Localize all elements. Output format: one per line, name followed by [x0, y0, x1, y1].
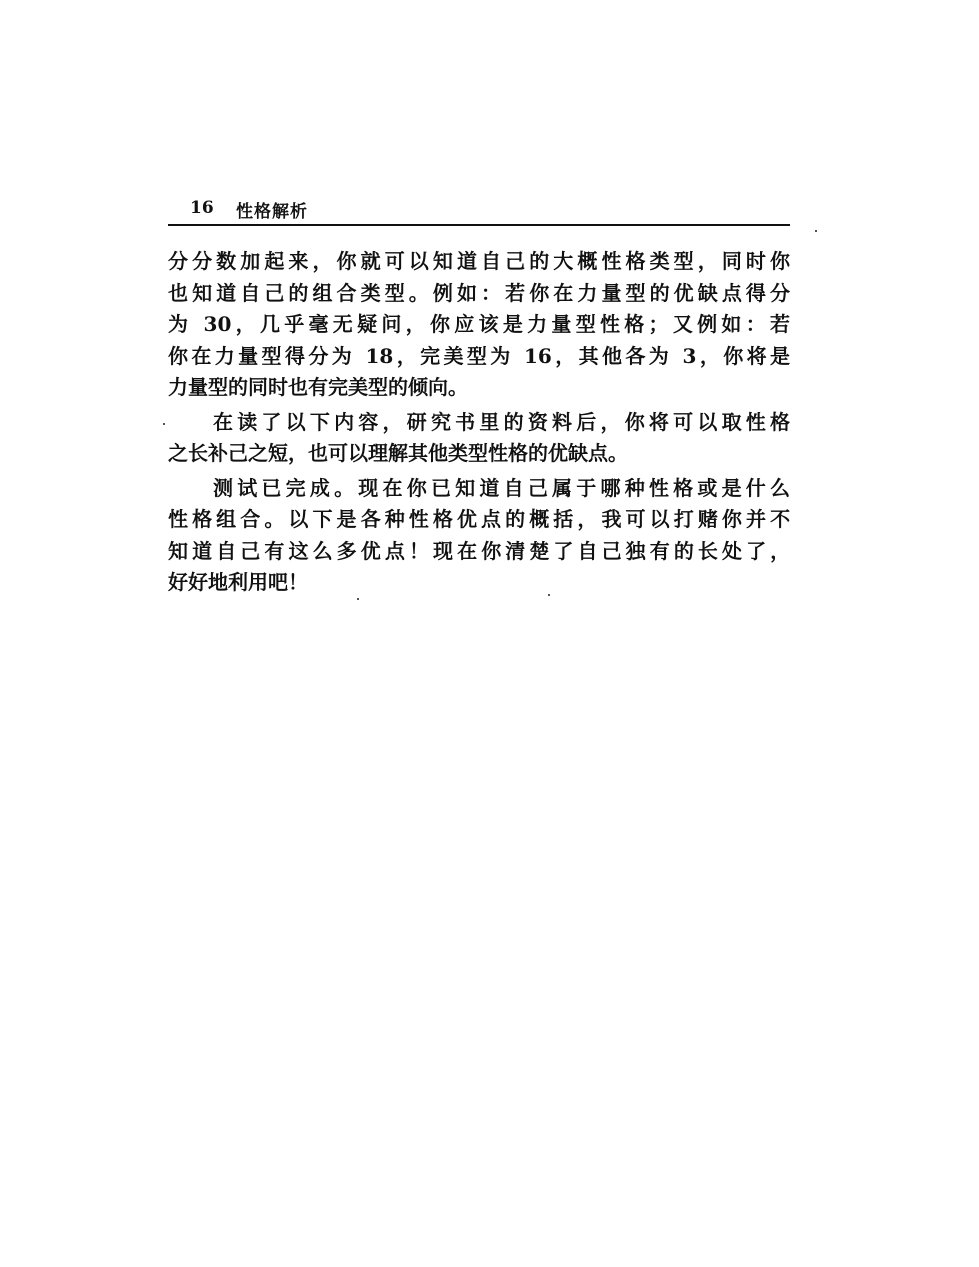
page-number: 16 [190, 198, 214, 218]
plain-text: 现在你清楚了自己独有的长处了， [433, 538, 790, 563]
running-header [168, 196, 790, 226]
emphasized-char: 多 [336, 538, 361, 563]
emphasized-char: 有 [264, 538, 289, 563]
scan-speck [163, 423, 165, 425]
paragraph-1 [168, 246, 790, 404]
emphasized-char: 优 [360, 538, 385, 563]
paragraph-2 [168, 407, 790, 470]
scan-speck [357, 598, 359, 600]
emphasized-char: 我 [601, 507, 626, 531]
paragraph-3 [168, 473, 790, 599]
emphasized-char: 自 [216, 538, 241, 563]
emphasized-text [168, 539, 433, 563]
emphasized-char: 这 [288, 538, 313, 563]
body-text [168, 246, 790, 599]
text-line [168, 504, 790, 536]
text-line: 好好地利用吧！ [168, 570, 308, 594]
plain-text: 性格组合。以下是各种性格优点的概括， [168, 507, 602, 531]
text-line: 在读了以下内容，研究书里的资料后，你将可以取性格 [213, 409, 790, 434]
text-line: 力量型的同时也有完美型的倾向。 [168, 375, 468, 399]
scan-speck [548, 594, 550, 596]
emphasized-char: 打 [673, 507, 698, 531]
emphasized-char: 知 [168, 538, 193, 563]
emphasized-char: 不 [770, 507, 790, 531]
emphasized-char: 点 [384, 538, 409, 563]
text-line: 你在力量型得分为 18，完美型为 16，其他各为 3，你将是 [168, 343, 790, 368]
emphasized-char: 你 [721, 507, 747, 531]
text-line: 也知道自己的组合类型。例如：若你在力量型的优缺点得分 [168, 280, 790, 305]
text-line: 之长补己之短，也可以理解其他类型性格的优缺点。 [168, 441, 628, 465]
text-line: 分分数加起来，你就可以知道自己的大概性格类型，同时你 [168, 249, 790, 273]
running-title: 性格解析 [236, 202, 308, 222]
emphasized-char: 以 [649, 507, 674, 531]
emphasized-char: 并 [746, 507, 771, 531]
text-line: 为 30，几乎毫无疑问，你应该是力量型性格；又例如：若 [168, 312, 790, 336]
emphasized-char: 么 [312, 538, 337, 563]
emphasized-char: 可 [625, 507, 650, 531]
scan-speck [815, 230, 817, 232]
emphasized-char: ！ [408, 538, 434, 563]
emphasized-char: 道 [192, 538, 217, 563]
text-line: 测试已完成。现在你已知道自己属于哪种性格或是什么 [213, 475, 790, 500]
emphasized-text [601, 507, 790, 531]
emphasized-char: 赌 [697, 507, 722, 531]
emphasized-char: 己 [240, 538, 265, 563]
text-line [168, 536, 790, 568]
